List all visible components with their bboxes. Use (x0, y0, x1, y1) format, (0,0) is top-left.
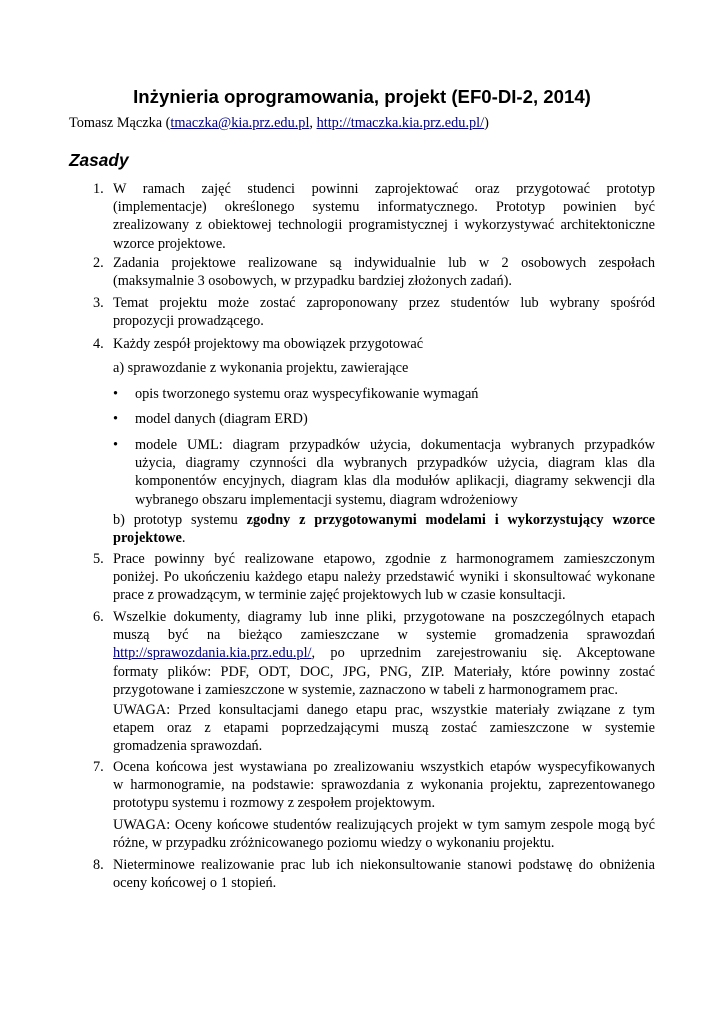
item-line: przygotowane i zamieszczone w systemie, zaznaczono w tabeli z harmonogramem prac. (113, 681, 618, 698)
item-6-note (113, 701, 655, 756)
item-line: W ramach zajęć studenci powinni zaprojektować oraz przygotować prototyp (113, 181, 655, 197)
item-line: prototypu systemu i rozmowy z zespołem projektowym. (113, 795, 436, 812)
item-number: 6. (93, 609, 104, 625)
item-line: wzorce projektowe. (113, 235, 226, 252)
bullet-item-2 (113, 410, 655, 428)
note-line: etapem oraz z etapami poprzedzającymi muszą zostać zamieszczone w systemie (113, 720, 655, 737)
note-line: gromadzenia sprawozdań. (113, 738, 263, 755)
rule-item-7 (93, 758, 655, 813)
item-7-note (113, 816, 655, 852)
author-name: Tomasz Mączka (69, 115, 163, 131)
note-line: UWAGA: Oceny końcowe studentów realizujących projekt w tym samym zespole mogą być (113, 817, 655, 833)
bullet-line: modele UML: diagram przypadków użycia, dokumentacja wybranych przypadków (135, 437, 655, 453)
sub-b-line (113, 529, 655, 547)
item-number: 2. (93, 255, 104, 271)
rule-item-6 (93, 608, 655, 699)
rule-item-5 (93, 550, 655, 605)
note-line: UWAGA: Przed konsultacjami danego etapu prac, wszystkie materiały związane z tym (113, 702, 655, 718)
author-open-paren: ( (162, 115, 171, 131)
author-email-link[interactable]: tmaczka@kia.prz.edu.pl (170, 115, 310, 131)
item-line: poniżej. Po ukończeniu każdego etapu należy przedstawić wyniki i skonsultować wykonane (113, 569, 655, 586)
sub-b-suffix: . (181, 530, 186, 547)
item-line: Wszelkie dokumenty, diagramy lub inne pliki, przygotowane na poszczególnych etapach (113, 609, 655, 625)
item-line: muszą być na bieżąco zamieszczane w systemie gromadzenia sprawozdań (113, 627, 655, 644)
item-4-sub-a: a) sprawozdanie z wykonania projektu, zawierające (113, 360, 409, 376)
sub-b-prefix: b) prototyp systemu (113, 512, 247, 528)
item-line: Każdy zespół projektowy ma obowiązek przygotować (113, 336, 424, 352)
item-line: formaty plików: PDF, ODT, DOC, JPG, PNG, ZIP. Materiały, które powinny zostać (113, 663, 655, 680)
item-line: Temat projektu może zostać zaproponowany przez studentów lub wybrany spośród (113, 295, 655, 311)
rule-item-2 (93, 254, 655, 290)
bullet-line: opis tworzonego systemu oraz wyspecyfikowanie wymagań (135, 386, 479, 402)
bullet-item-3 (113, 436, 655, 509)
bullet-icon: • (113, 411, 119, 427)
item-line: prace z prowadzącym, w terminie zajęć projektowych lub w czasie konsultacji. (113, 587, 566, 604)
item-line: Prace powinny być realizowane etapowo, zgodnie z harmonogramem zamieszczonym (113, 551, 655, 567)
sub-b-line (113, 511, 655, 529)
sub-b-bold-2: projektowe (113, 530, 182, 547)
bullet-icon: • (113, 437, 119, 453)
sprawozdania-link[interactable]: http://sprawozdania.kia.prz.edu.pl/ (113, 645, 312, 662)
rule-item-1 (93, 180, 655, 253)
item-line: Zadania projektowe realizowane są indywidualnie lub w 2 osobowych zespołach (113, 255, 655, 271)
item-line: zrealizowany z obiektowej technologii programistycznej i wykorzystywać architektoniczne (113, 217, 655, 234)
item-number: 3. (93, 295, 104, 311)
item-4-sub-b (113, 511, 655, 547)
bullet-line: wybranego obszaru implementacji systemu, diagram wdrożeniowy (135, 491, 518, 508)
author-line (69, 114, 489, 132)
rule-item-8 (93, 856, 655, 892)
bullet-item-1 (113, 385, 655, 403)
item-number: 1. (93, 181, 104, 197)
item-line: Nieterminowe realizowanie prac lub ich niekonsultowanie stanowi podstawę do obniżenia (113, 857, 655, 873)
item-number: 4. (93, 336, 104, 352)
bullet-line: użycia, diagramy czynności dla wybranych przypadków użycia, diagram klas dla (135, 455, 655, 472)
item-number: 8. (93, 857, 104, 873)
sub-b-bold-1: zgodny z przygotowanymi modelami i wykorzystujący wzorce (246, 512, 655, 528)
author-website-link[interactable]: http://tmaczka.kia.prz.edu.pl/ (316, 115, 485, 131)
page-title: Inżynieria oprogramowania, projekt (EF0-DI-2, 2014) (133, 86, 591, 107)
bullet-line: model danych (diagram ERD) (135, 411, 308, 427)
item-number: 7. (93, 759, 104, 775)
item-line: (maksymalnie 3 osobowych, w przypadku bardziej złożonych zadań). (113, 273, 512, 290)
bullet-line: komponentów encyjnych, diagram klas dla modułów aplikacji, diagramy sekwencji dla (135, 473, 655, 490)
item-line: Ocena końcowa jest wystawiana po zrealizowaniu wszystkich etapów wyspecyfikowanych (113, 759, 655, 775)
author-close-paren: ) (484, 115, 489, 131)
item-line-with-link (113, 644, 655, 662)
note-line: różne, w przypadku zróżnicowanego poziomu wiedzy o wykonaniu projektu. (113, 835, 555, 852)
bullet-icon: • (113, 386, 119, 402)
author-separator: , (309, 115, 317, 131)
rule-item-4 (93, 335, 655, 353)
item-line: oceny końcowej o 1 stopień. (113, 875, 277, 892)
item-line: (implementacje) określonego systemu informatycznego. Prototyp powinien być (113, 199, 655, 216)
item-line: propozycji prowadzącego. (113, 313, 264, 330)
link-after-text: , po uprzednim zarejestrowaniu się. Akceptowane (311, 645, 655, 662)
rule-item-3 (93, 294, 655, 330)
section-title: Zasady (69, 150, 129, 170)
item-number: 5. (93, 551, 104, 567)
item-line: w harmonogramie, na podstawie: sprawozdania z wykonania projektu, zaprezentowanego (113, 777, 655, 794)
